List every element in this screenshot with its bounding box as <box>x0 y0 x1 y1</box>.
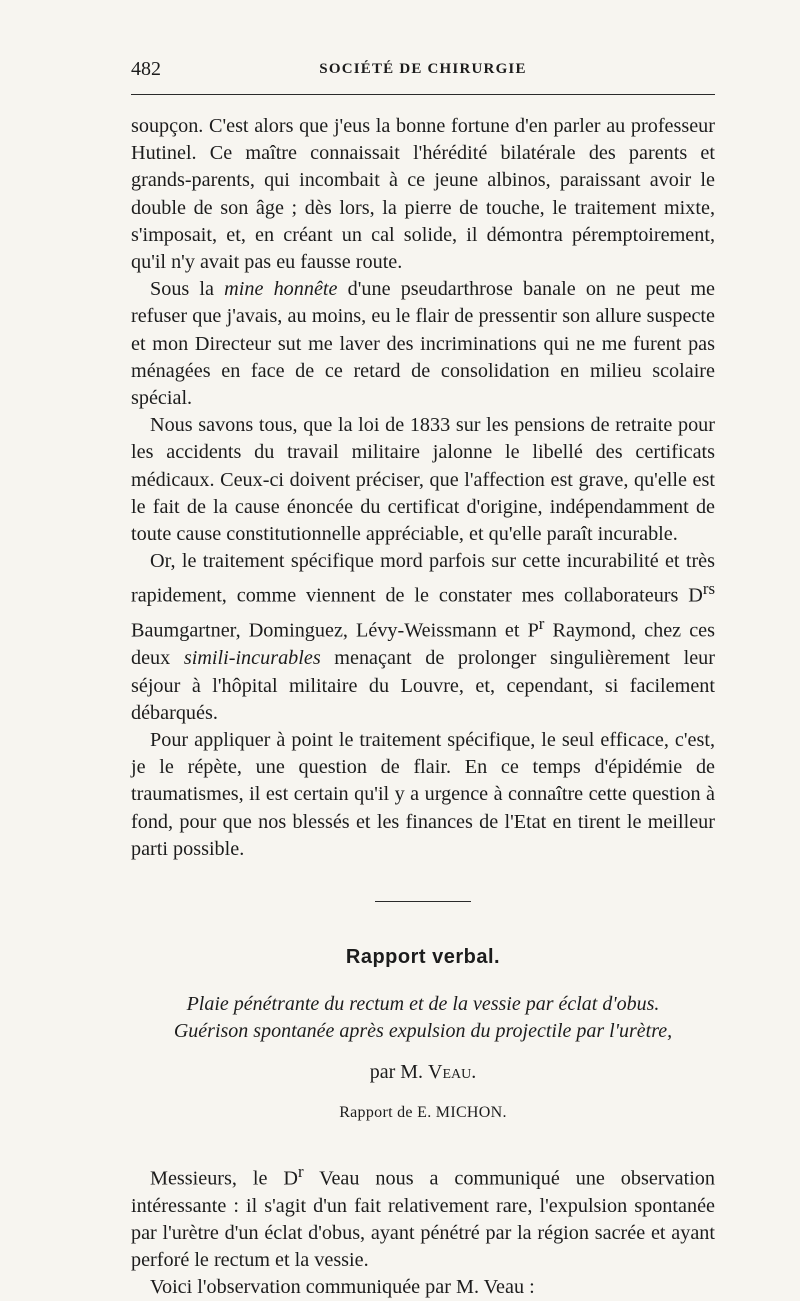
subtitle-line: Plaie pénétrante du rectum et de la vessie par éclat d'obus. <box>186 993 660 1016</box>
byline-prefix: par M. <box>369 1061 429 1084</box>
subtitle-line: Guérison spontanée après expulsion du projectile par l'urètre, <box>173 1020 673 1043</box>
paragraph-text: menaçant de prolonger singulièrement leur séjour à l'hôpital militaire du Louvre, et, cependant, si facilement débarqués. <box>131 647 715 724</box>
running-title: SOCIÉTÉ DE CHIRURGIE <box>319 61 527 77</box>
paragraph-text: soupçon. C'est alors que j'eus la bonne fortune d'en parler au professeur Hutinel. Ce maître connaissait l'hérédité bilatérale des parents et grands-parents, qui incombait à ce jeune albinos, paraissant avoir le double de son âge ; dès lors, la pierre de touche, le traitement mixte, s'imposait, et, en créant un cal solide, il démontra péremptoirement, qu'il n'y avait pas eu fausse route. <box>131 115 715 274</box>
text-column <box>131 113 715 1301</box>
paragraph-text: Pour appliquer à point le traitement spécifique, le seul efficace, c'est, je le répète, une question de flair. En ce temps d'épidémie de traumatismes, il est certain qu'il y a urgence à connaître cette question à fond, pour que nos blessés et les finances de l'Etat en tirent le meilleur parti possible. <box>131 728 715 860</box>
superscript: r <box>538 614 545 634</box>
paragraph-text: Nous savons tous, que la loi de 1833 sur les pensions de retraite pour les accidents du travail militaire jalonne le libellé des certificats médicaux. Ceux-ci doivent préciser, que l'affection est grave, qu'elle est le fait de la cause énoncée du certificat d'origine, indépendamment de toute cause constitutionnelle appréciable, et qu'elle paraît incurable. <box>131 414 715 546</box>
paragraph <box>131 1274 715 1301</box>
paragraph <box>131 276 715 412</box>
report-subtitle <box>131 991 715 1045</box>
paragraph-text: Voici l'observation communiquée par M. Veau : <box>150 1276 535 1299</box>
byline-suffix: . <box>471 1061 477 1084</box>
paragraph-text: Raymond, chez ces deux <box>131 620 715 670</box>
running-head <box>131 58 715 86</box>
reporter-line: Rapport de E. MICHON. <box>339 1104 507 1122</box>
paragraph-continuation <box>131 113 715 276</box>
superscript: r <box>297 1161 304 1181</box>
header-rule <box>131 94 715 95</box>
paragraph-text: Sous la <box>150 278 225 301</box>
italic-phrase: simili-incurables <box>183 647 321 670</box>
paragraph-text: Baumgartner, Dominguez, Lévy-Weissmann et P <box>131 620 539 643</box>
byline-author: Veau <box>428 1061 472 1084</box>
paragraph-text: Veau nous a communiqué une observation intéressante : il s'agit d'un fait relativement rare, l'expulsion spontanée par l'urètre d'un éclat d'obus, ayant pénétré par la région sacrée et ayant perforé le rectum et la vessie. <box>131 1167 715 1271</box>
section-title: Rapport verbal. <box>345 945 501 968</box>
italic-phrase: mine honnête <box>224 278 338 301</box>
paragraph <box>131 412 715 548</box>
byline <box>131 1059 715 1086</box>
section-separator <box>375 901 471 902</box>
paragraph-text: Or, le traitement spécifique mord parfois sur cette incurabilité et très rapidement, comme viennent de le constater mes collaborateurs D <box>131 550 715 608</box>
page-number: 482 <box>131 58 161 80</box>
paragraph-text: Messieurs, le D <box>150 1167 298 1190</box>
paragraph <box>131 548 715 727</box>
report-body <box>131 1158 715 1301</box>
paragraph-text: d'une pseudarthrose banale on ne peut me refuser que j'avais, au moins, eu le flair de pressentir son allure suspecte et mon Directeur sut me laver des incriminations qui ne me furent pas ménagées en face de ce retard de consolidation en milieu scolaire spécial. <box>131 278 715 410</box>
superscript: rs <box>702 579 715 599</box>
paragraph <box>131 1158 715 1275</box>
paragraph <box>131 727 715 863</box>
